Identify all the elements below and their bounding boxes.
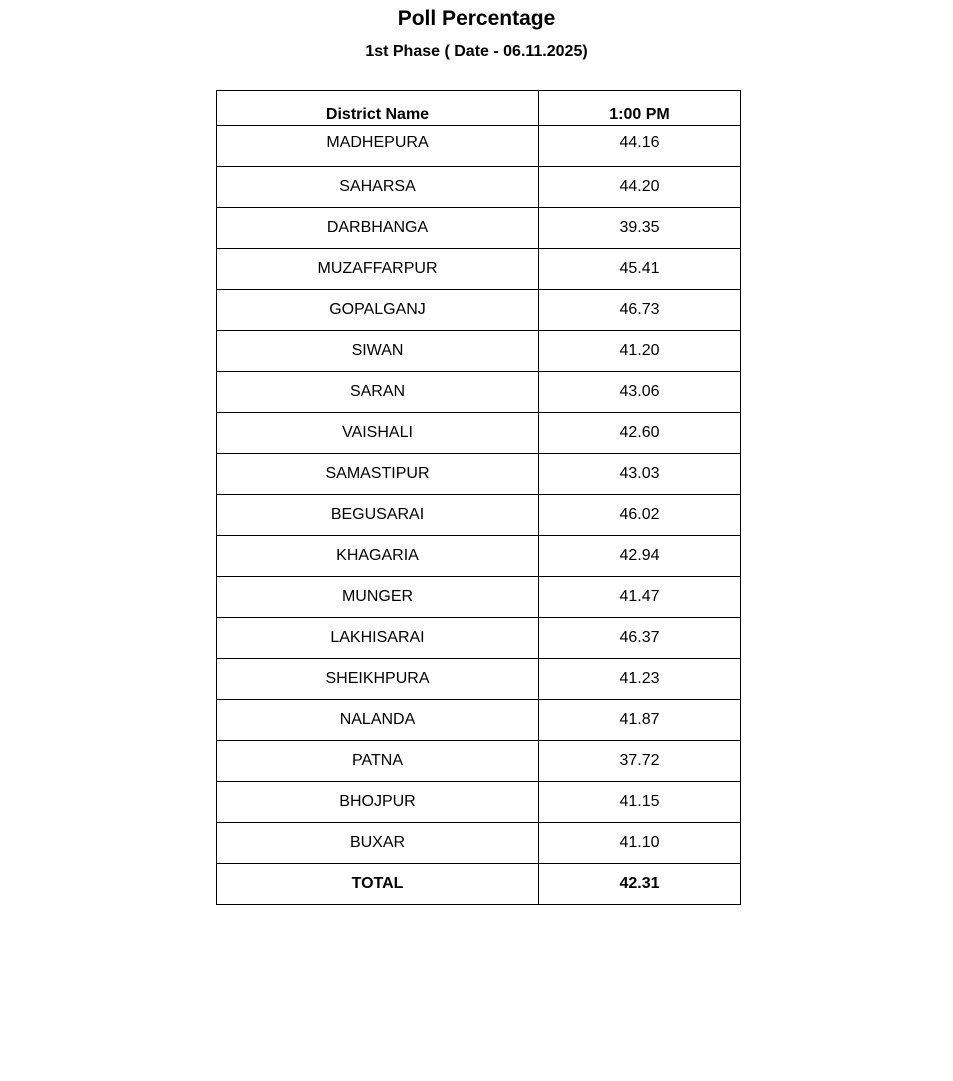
district-cell: LAKHISARAI (217, 618, 539, 659)
table-row (217, 331, 741, 372)
district-cell: NALANDA (217, 700, 539, 741)
poll-value-cell: 42.94 (539, 536, 741, 577)
district-cell: GOPALGANJ (217, 290, 539, 331)
column-header-time: 1:00 PM (539, 91, 741, 126)
table-row (217, 495, 741, 536)
table-row (217, 454, 741, 495)
poll-value-cell: 46.73 (539, 290, 741, 331)
page-subtitle: 1st Phase ( Date - 06.11.2025) (365, 43, 588, 60)
district-cell: VAISHALI (217, 413, 539, 454)
page-title: Poll Percentage (397, 7, 556, 30)
district-cell: MUZAFFARPUR (217, 249, 539, 290)
district-cell: BHOJPUR (217, 782, 539, 823)
poll-value-cell: 41.23 (539, 659, 741, 700)
district-cell: KHAGARIA (217, 536, 539, 577)
table-row (217, 700, 741, 741)
total-row (217, 864, 741, 905)
district-cell: MUNGER (217, 577, 539, 618)
district-cell: PATNA (217, 741, 539, 782)
poll-value-cell: 41.15 (539, 782, 741, 823)
poll-percentage-table (216, 90, 741, 905)
poll-value-cell: 43.03 (539, 454, 741, 495)
table-row (217, 372, 741, 413)
poll-value-cell: 44.20 (539, 167, 741, 208)
poll-value-cell: 46.02 (539, 495, 741, 536)
poll-value-cell: 46.37 (539, 618, 741, 659)
district-cell: SIWAN (217, 331, 539, 372)
table-row (217, 167, 741, 208)
table-row (217, 208, 741, 249)
district-cell: MADHEPURA (217, 126, 539, 167)
poll-value-cell: 42.60 (539, 413, 741, 454)
table-row (217, 413, 741, 454)
district-cell: DARBHANGA (217, 208, 539, 249)
district-cell: SARAN (217, 372, 539, 413)
district-cell: BEGUSARAI (217, 495, 539, 536)
column-header-district: District Name (217, 91, 539, 126)
table-row (217, 249, 741, 290)
poll-value-cell: 41.10 (539, 823, 741, 864)
poll-value-cell: 39.35 (539, 208, 741, 249)
table-row (217, 290, 741, 331)
poll-value-cell: 37.72 (539, 741, 741, 782)
poll-value-cell: 43.06 (539, 372, 741, 413)
poll-value-cell: 44.16 (539, 126, 741, 167)
total-value: 42.31 (539, 864, 741, 905)
table-row (217, 782, 741, 823)
poll-value-cell: 41.87 (539, 700, 741, 741)
table-row (217, 823, 741, 864)
table-row (217, 577, 741, 618)
district-cell: SAMASTIPUR (217, 454, 539, 495)
table-header-row (217, 91, 741, 126)
district-cell: BUXAR (217, 823, 539, 864)
poll-value-cell: 41.47 (539, 577, 741, 618)
table-row (217, 741, 741, 782)
poll-value-cell: 41.20 (539, 331, 741, 372)
total-label: TOTAL (217, 864, 539, 905)
table-row (217, 536, 741, 577)
table-row (217, 126, 741, 167)
table-row (217, 659, 741, 700)
district-cell: SHEIKHPURA (217, 659, 539, 700)
table-row (217, 618, 741, 659)
poll-value-cell: 45.41 (539, 249, 741, 290)
district-cell: SAHARSA (217, 167, 539, 208)
